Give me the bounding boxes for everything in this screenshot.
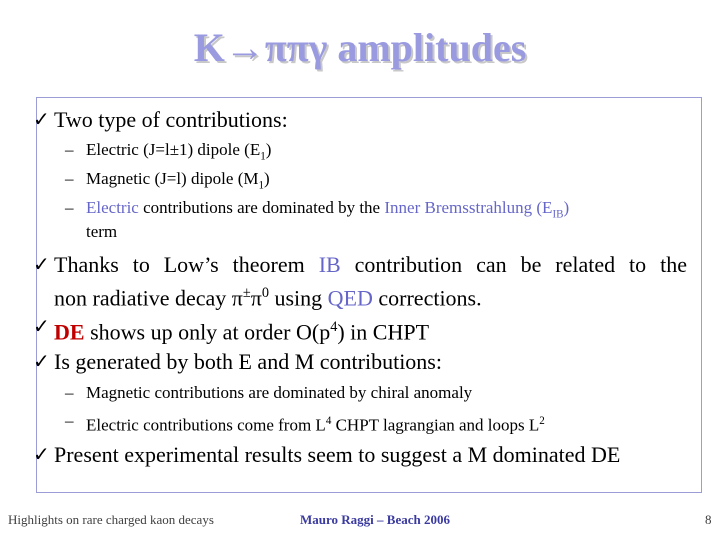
checkmark-icon: ✓ xyxy=(33,444,50,466)
dash-marker: – xyxy=(65,169,74,188)
footer-author: Mauro Raggi – Beach 2006 xyxy=(300,512,450,527)
checkmark-icon: ✓ xyxy=(33,109,50,131)
page-number: 8 xyxy=(705,512,712,527)
checkmark-icon: ✓ xyxy=(33,254,50,276)
checkmark-icon: ✓ xyxy=(33,351,50,373)
dash-marker: – xyxy=(65,198,74,217)
checkmark-icon: ✓ xyxy=(33,316,50,338)
dash-marker: – xyxy=(65,411,74,430)
footer-title: Highlights on rare charged kaon decays xyxy=(8,512,214,527)
slide-title: K→ππγ amplitudes xyxy=(193,25,527,70)
dash-marker: – xyxy=(65,140,74,159)
bullet-text: Two type of contributions: xyxy=(54,107,288,132)
dash-marker: – xyxy=(65,383,74,402)
